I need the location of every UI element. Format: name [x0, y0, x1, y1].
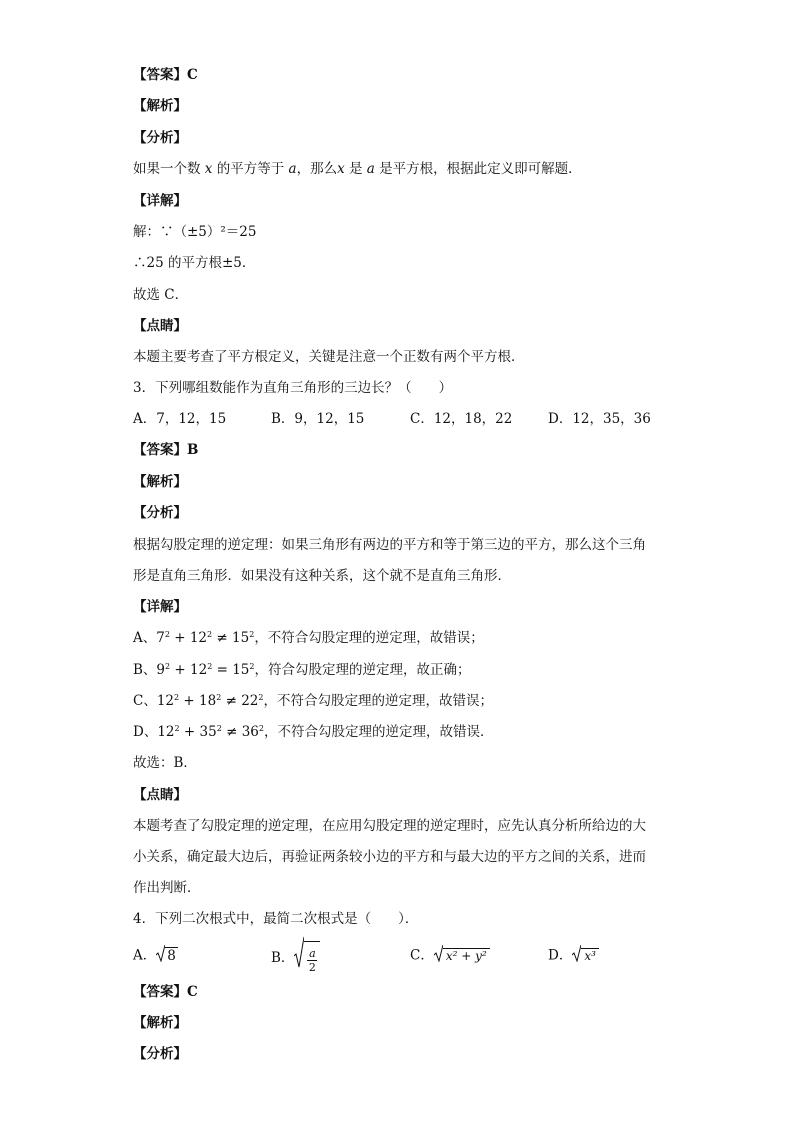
q3-stem: 3．下列哪组数能作为直角三角形的三边长？（ ）: [133, 380, 453, 396]
q3-dianjing-heading: 【点睛】: [133, 787, 187, 803]
q2-comment: 本题主要考查了平方根定义，关键是注意一个正数有两个平方根．: [133, 349, 525, 365]
q3-analysis-line-1: 根据勾股定理的逆定理：如果三角形有两边的平方和等于第三边的平方，那么这个三角: [133, 537, 646, 553]
q3-detail-d: D、$12^2 + 35^2 \ne 36^2$，不符合勾股定理的逆定理，故错误．: [133, 724, 494, 740]
q3-option-d: D．12，35，36: [548, 411, 651, 427]
q3-analysis-line-2: 形是直角三角形．如果没有这种关系，这个就不是直角三角形．: [133, 568, 511, 584]
q3-detail-c: C、$12^2 + 18^2 \ne 22^2$，不符合勾股定理的逆定理，故错误；: [133, 693, 493, 709]
q2-analysis: 如果一个数 x 的平方等于 a，那么x 是 a 是平方根，根据此定义即可解题．: [133, 161, 582, 177]
q3-option-c: C．12，18，22: [410, 411, 513, 427]
q3-comment-line-1: 本题考查了勾股定理的逆定理，在应用勾股定理的逆定理时，应先认真分析所给边的大: [133, 818, 646, 834]
q4-jiexi-heading: 【解析】: [133, 1015, 187, 1031]
q3-jiexi-heading: 【解析】: [133, 474, 187, 490]
q2-fenxi-heading: 【分析】: [133, 130, 187, 146]
q2-dianjing-heading: 【点睛】: [133, 318, 187, 334]
q4-stem: 4．下列二次根式中，最简二次根式是（ ）．: [133, 911, 419, 927]
q3-xiangjie-heading: 【详解】: [133, 599, 187, 615]
q3-detail-b: B、$9^2 + 12^2 = 15^2$，符合勾股定理的逆定理，故正确；: [133, 662, 471, 678]
q3-conclusion: 故选：B．: [133, 755, 197, 771]
q4-option-b: B． $\frac{a}{2}$: [271, 936, 320, 970]
q2-jiexi-heading: 【解析】: [133, 98, 187, 114]
q2-step-1: 解：∵（±5）²＝25: [133, 224, 257, 240]
q3-fenxi-heading: 【分析】: [133, 505, 187, 521]
q3-comment-line-3: 作出判断．: [133, 880, 201, 896]
radical-sign-icon: [434, 944, 443, 968]
q3-option-b: B．9，12，15: [271, 411, 365, 427]
q3-answer: 【答案】B: [133, 442, 199, 458]
radical-sign-icon: [156, 944, 165, 968]
q4-option-d: D． x³: [548, 944, 599, 964]
q4-fenxi-heading: 【分析】: [133, 1046, 187, 1062]
q2-step-2: ∴25 的平方根±5．: [133, 255, 256, 271]
q2-answer: 【答案】C: [133, 67, 198, 83]
q3-comment-line-2: 小关系，确定最大边后，再验证两条较小边的平方和与最大边的平方之间的关系，进而: [133, 849, 646, 865]
q4-answer: 【答案】C: [133, 984, 198, 1000]
q3-option-a: A．7，12，15: [133, 411, 227, 427]
fraction-a-over-2: $\frac{a}{2}$: [308, 946, 316, 974]
q2-xiangjie-heading: 【详解】: [133, 193, 187, 209]
q4-option-a: A． 8: [133, 944, 178, 964]
radical-sign-icon: [572, 944, 581, 968]
q3-detail-a: A、$7^2 + 12^2 \ne 15^2$，不符合勾股定理的逆定理，故错误；: [133, 630, 484, 646]
radical-sign-icon: [294, 936, 304, 981]
q4-option-c: C． x² + y²: [410, 944, 490, 964]
q2-step-3: 故选 C．: [133, 287, 189, 303]
